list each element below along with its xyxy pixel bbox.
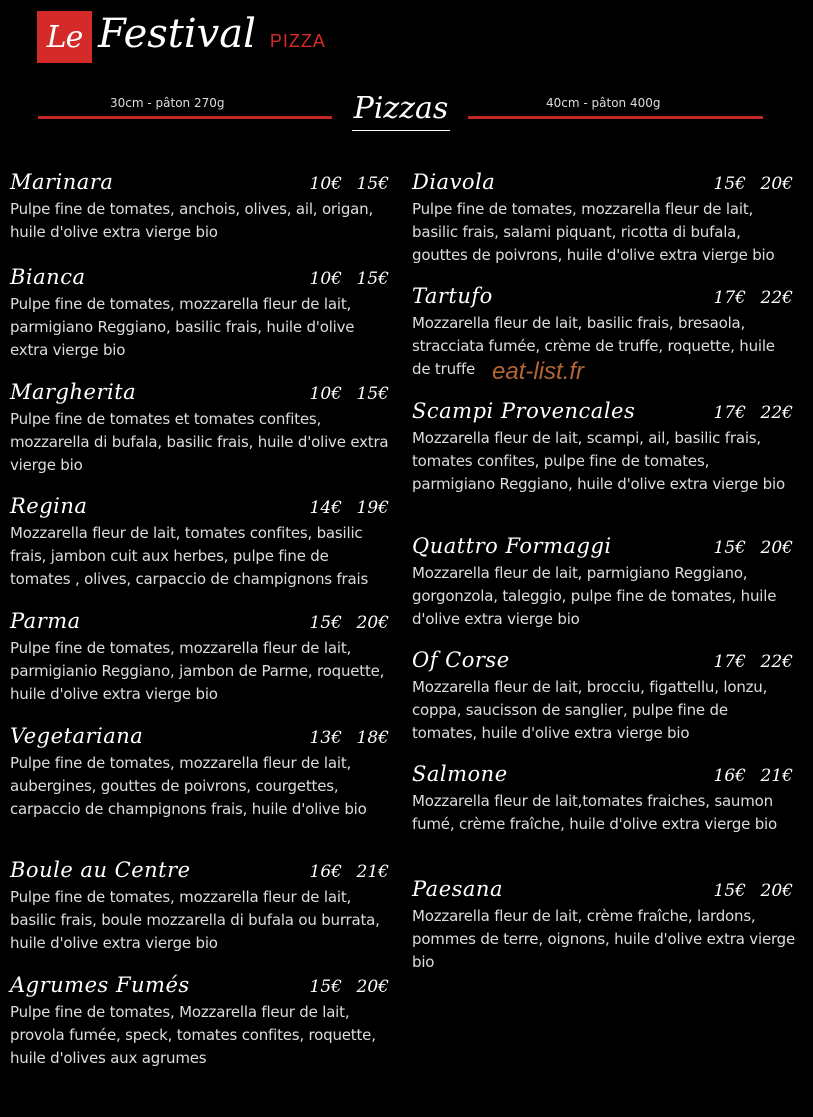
price-small: 17€ — [713, 288, 746, 308]
price-large: 22€ — [760, 652, 793, 672]
price-large: 20€ — [760, 174, 793, 194]
item-description: Mozzarella fleur de lait, brocciu, figattellu, lonzu, coppa, saucisson de sanglier, pulpe fine de tomates, huile d'olive extra vierge bio — [412, 678, 768, 742]
item-name: Tartufo — [412, 284, 493, 308]
item-name: Of Corse — [412, 648, 510, 672]
item-description: Pulpe fine de tomates, mozzarella fleur de lait, parmigianio Reggiano, jambon de Parme, roquette, huile d'olive extra vierge bio — [10, 639, 385, 703]
size-large-label: 40cm - pâton 400g — [546, 96, 661, 110]
price-large: 15€ — [356, 384, 389, 404]
item-description: Pulpe fine de tomates, mozzarella fleur de lait, basilic frais, salami piquant, ricotta di bufala, gouttes de poivrons, huile d'olive extra vierge bio — [412, 200, 775, 264]
item-description: Mozzarella fleur de lait, basilic frais, bresaola, stracciata fumée, crème de truffe, roquette, huile de truffe — [412, 314, 775, 378]
watermark: eat-list.fr — [492, 358, 585, 385]
price-large: 22€ — [760, 288, 793, 308]
menu-item — [10, 265, 392, 361]
price-large: 15€ — [356, 269, 389, 289]
item-name: Parma — [10, 609, 81, 633]
header-rule-left — [38, 116, 332, 119]
item-name: Bianca — [10, 265, 86, 289]
menu-item — [10, 609, 392, 705]
price-small: 16€ — [713, 766, 746, 786]
item-description: Mozzarella fleur de lait, parmigiano Reggiano, gorgonzola, taleggio, pulpe fine de tomates, huile d'olive extra vierge bio — [412, 564, 777, 628]
item-description: Pulpe fine de tomates, anchois, olives, ail, origan, huile d'olive extra vierge bio — [10, 200, 374, 241]
price-large: 21€ — [760, 766, 793, 786]
menu-item — [412, 762, 796, 836]
menu-item — [10, 170, 392, 244]
item-name: Salmone — [412, 762, 508, 786]
price-small: 17€ — [713, 403, 746, 423]
price-small: 15€ — [309, 977, 342, 997]
item-name: Agrumes Fumés — [10, 973, 190, 997]
item-name: Vegetariana — [10, 724, 144, 748]
price-large: 15€ — [356, 174, 389, 194]
item-name: Quattro Formaggi — [412, 534, 612, 558]
price-small: 15€ — [713, 538, 746, 558]
price-small: 15€ — [713, 174, 746, 194]
price-small: 10€ — [309, 384, 342, 404]
item-name: Regina — [10, 494, 88, 518]
menu-item — [10, 380, 392, 476]
price-large: 20€ — [760, 881, 793, 901]
price-large: 19€ — [356, 498, 389, 518]
menu-item — [412, 877, 796, 973]
item-description: Mozzarella fleur de lait, scampi, ail, basilic frais, tomates confites, pulpe fine de tomates, parmigiano Reggiano, huile d'olive extra vierge bio — [412, 429, 785, 493]
item-name: Paesana — [412, 877, 503, 901]
item-name: Margherita — [10, 380, 137, 404]
price-large: 20€ — [356, 613, 389, 633]
item-description: Mozzarella fleur de lait, tomates confites, basilic frais, jambon cuit aux herbes, pulpe fine de tomates , olives, carpaccio de champignons frais — [10, 524, 369, 588]
menu-item — [10, 858, 392, 954]
brand-logo-festival: Festival — [98, 11, 256, 57]
price-large: 22€ — [760, 403, 793, 423]
item-name: Boule au Centre — [10, 858, 191, 882]
price-large: 18€ — [356, 728, 389, 748]
section-title: Pizzas — [352, 90, 450, 131]
price-small: 10€ — [309, 174, 342, 194]
item-description: Pulpe fine de tomates, mozzarella fleur de lait, basilic frais, boule mozzarella di bufala ou burrata, huile d'olive extra vierge bio — [10, 888, 380, 952]
price-small: 15€ — [713, 881, 746, 901]
header-rule-right — [468, 116, 763, 119]
item-description: Mozzarella fleur de lait, crème fraîche, lardons, pommes de terre, oignons, huile d'olive extra vierge bio — [412, 907, 796, 971]
price-large: 21€ — [356, 862, 389, 882]
item-description: Pulpe fine de tomates, mozzarella fleur de lait, parmigiano Reggiano, basilic frais, huile d'olive extra vierge bio — [10, 295, 355, 359]
menu-item — [412, 399, 796, 495]
price-large: 20€ — [760, 538, 793, 558]
item-description: Pulpe fine de tomates et tomates confites, mozzarella di bufala, basilic frais, huile d'olive extra vierge bio — [10, 410, 389, 474]
brand-logo-pizza: PIZZA — [269, 30, 326, 51]
price-small: 17€ — [713, 652, 746, 672]
menu-item — [10, 724, 392, 820]
item-description: Mozzarella fleur de lait,tomates fraiches, saumon fumé, crème fraîche, huile d'olive extra vierge bio — [412, 792, 777, 833]
price-small: 13€ — [309, 728, 342, 748]
price-small: 10€ — [309, 269, 342, 289]
menu-item — [412, 648, 796, 744]
size-small-label: 30cm - pâton 270g — [110, 96, 225, 110]
item-name: Marinara — [10, 170, 114, 194]
item-description: Pulpe fine de tomates, mozzarella fleur de lait, aubergines, gouttes de poivrons, courgettes, carpaccio de champignons frais, huile d'olive bio — [10, 754, 367, 818]
menu-item — [412, 170, 796, 266]
price-small: 14€ — [309, 498, 342, 518]
brand-logo-le: Le — [37, 11, 92, 63]
menu-item — [10, 973, 392, 1069]
item-description: Pulpe fine de tomates, Mozzarella fleur de lait, provola fumée, speck, tomates confites, roquette, huile d'olives aux agrumes — [10, 1003, 376, 1067]
menu-item — [412, 284, 796, 380]
item-name: Scampi Provencales — [412, 399, 636, 423]
menu-item — [412, 534, 796, 630]
price-large: 20€ — [356, 977, 389, 997]
price-small: 15€ — [309, 613, 342, 633]
brand-logo — [37, 10, 326, 64]
menu-item — [10, 494, 392, 590]
item-name: Diavola — [412, 170, 496, 194]
price-small: 16€ — [309, 862, 342, 882]
